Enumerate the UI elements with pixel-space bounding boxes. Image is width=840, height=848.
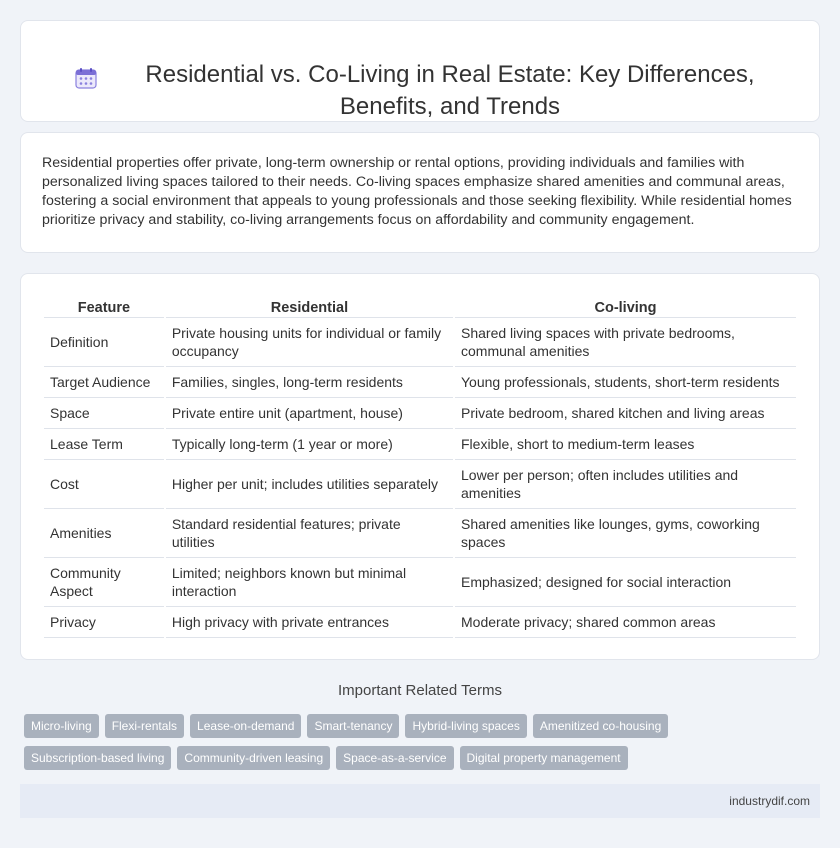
page-title: Residential vs. Co-Living in Real Estate: Key Differences, Benefits, and Trends [145,61,755,120]
residential-cell: Standard residential features; private utilities [166,509,453,558]
coliving-cell: Flexible, short to medium-term leases [455,429,796,460]
coliving-cell: Private bedroom, shared kitchen and living areas [455,398,796,429]
feature-cell: Community Aspect [44,558,164,607]
column-header-feature: Feature [44,294,164,318]
intro-paragraph: Residential properties offer private, long-term ownership or rental options, providing individuals and families with personalized living spaces tailored to their needs. Co-living spaces emphasize shared amenities and communal areas, fostering a social environment that appeals to young professionals and those seeking flexibility. While residential homes prioritize privacy and stability, co-living arrangements focus on affordability and community engagement. [42,155,792,228]
tag-row [24,746,824,770]
calendar-icon [75,67,97,89]
column-header-residential: Residential [166,294,453,318]
coliving-cell: Lower per person; often includes utilities and amenities [455,460,796,509]
feature-cell: Amenities [44,509,164,558]
coliving-cell: Shared amenities like lounges, gyms, coworking spaces [455,509,796,558]
intro-card [20,132,820,253]
tag-lease-on-demand[interactable]: Lease-on-demand [190,714,301,738]
coliving-cell: Emphasized; designed for social interaction [455,558,796,607]
coliving-cell: Young professionals, students, short-term residents [455,367,796,398]
feature-cell: Privacy [44,607,164,638]
residential-cell: Private entire unit (apartment, house) [166,398,453,429]
feature-cell: Cost [44,460,164,509]
tag-micro-living[interactable]: Micro-living [24,714,99,738]
title-card [20,20,820,122]
column-header-coliving: Co-living [455,294,796,318]
table-row [44,509,796,558]
tag-hybrid-living-spaces[interactable]: Hybrid-living spaces [405,714,526,738]
tag-flexi-rentals[interactable]: Flexi-rentals [105,714,184,738]
feature-cell: Space [44,398,164,429]
residential-cell: Families, singles, long-term residents [166,367,453,398]
residential-cell: High privacy with private entrances [166,607,453,638]
residential-cell: Private housing units for individual or family occupancy [166,318,453,367]
table-row [44,367,796,398]
tag-smart-tenancy[interactable]: Smart-tenancy [307,714,399,738]
comparison-table [42,294,798,638]
comparison-card [20,273,820,660]
table-row [44,460,796,509]
tag-row [24,714,824,738]
residential-cell: Limited; neighbors known but minimal interaction [166,558,453,607]
related-terms-heading: Important Related Terms [338,682,502,699]
coliving-cell: Shared living spaces with private bedrooms, communal amenities [455,318,796,367]
table-row [44,398,796,429]
table-row [44,429,796,460]
table-header-row [44,294,796,318]
tag-amenitized-co-housing[interactable]: Amenitized co-housing [533,714,668,738]
tag-space-as-a-service[interactable]: Space-as-a-service [336,746,453,770]
feature-cell: Definition [44,318,164,367]
tag-community-driven-leasing[interactable]: Community-driven leasing [177,746,330,770]
residential-cell: Higher per unit; includes utilities separately [166,460,453,509]
residential-cell: Typically long-term (1 year or more) [166,429,453,460]
tag-subscription-based-living[interactable]: Subscription-based living [24,746,171,770]
table-row [44,607,796,638]
footer [20,784,820,818]
footer-site-link[interactable]: industrydif.com [729,794,810,808]
table-row [44,318,796,367]
feature-cell: Lease Term [44,429,164,460]
tag-digital-property-management[interactable]: Digital property management [460,746,628,770]
table-row [44,558,796,607]
feature-cell: Target Audience [44,367,164,398]
coliving-cell: Moderate privacy; shared common areas [455,607,796,638]
related-terms-tags [24,714,824,778]
